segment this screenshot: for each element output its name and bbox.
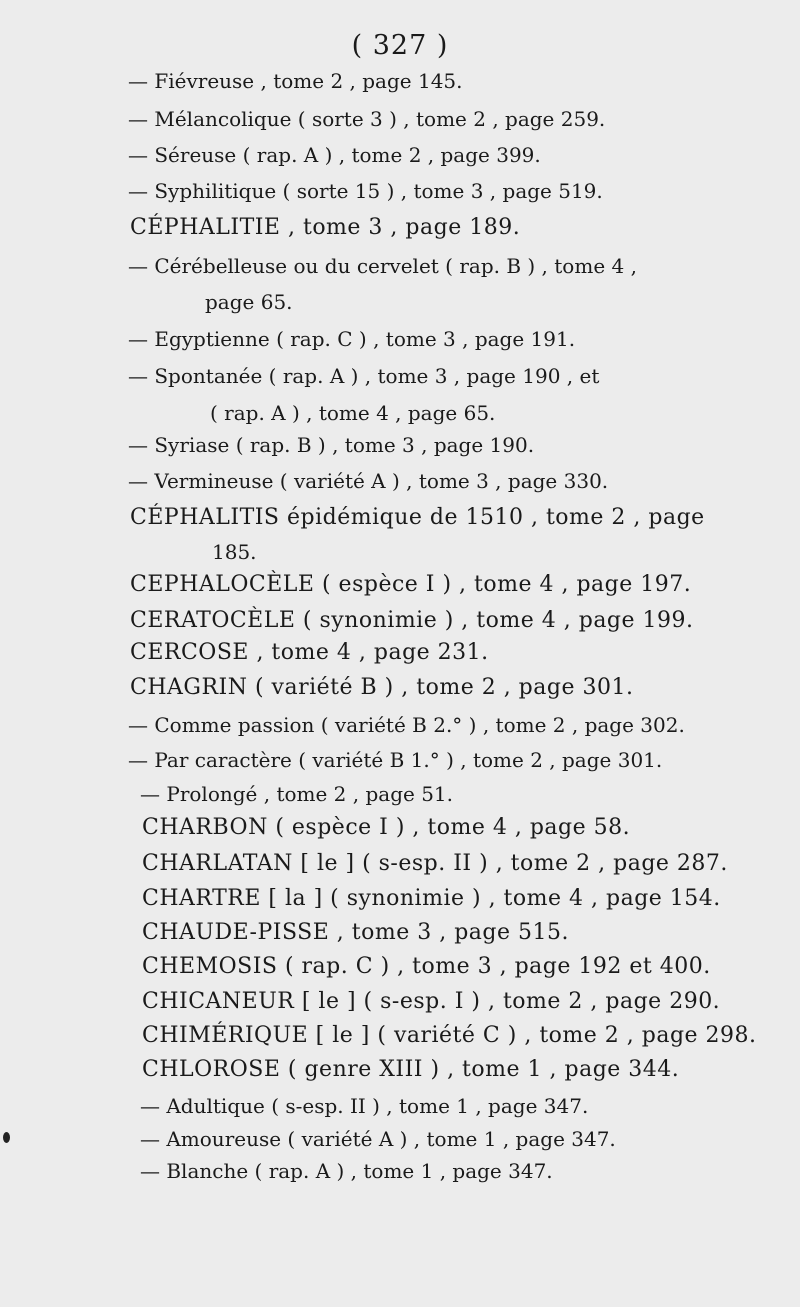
index-entry: CHEMOSIS ( rap. C ) , tome 3 , page 192 et 400. xyxy=(142,954,711,979)
index-subentry: — Blanche ( rap. A ) , tome 1 , page 347. xyxy=(140,1159,553,1183)
index-subentry: — Séreuse ( rap. A ) , tome 2 , page 399. xyxy=(128,143,541,167)
index-entry: CHICANEUR [ le ] ( s-esp. I ) , tome 2 , page 290. xyxy=(142,989,721,1014)
index-subentry: — Fiévreuse , tome 2 , page 145. xyxy=(128,69,463,93)
index-subentry: — Vermineuse ( variété A ) , tome 3 , page 330. xyxy=(128,469,609,493)
index-entry-continuation: 185. xyxy=(212,540,257,564)
index-subentry: — Cérébelleuse ou du cervelet ( rap. B ) , tome 4 , xyxy=(128,254,637,278)
index-subentry: — Spontanée ( rap. A ) , tome 3 , page 190 , et xyxy=(128,364,600,388)
index-entry: CERATOCÈLE ( synonimie ) , tome 4 , page 199. xyxy=(130,608,694,633)
index-entry: CÉPHALITIS épidémique de 1510 , tome 2 , page xyxy=(130,505,705,530)
index-entry-continuation: ( rap. A ) , tome 4 , page 65. xyxy=(210,401,496,425)
index-subentry: — Comme passion ( variété B 2.° ) , tome 2 , page 302. xyxy=(128,713,685,737)
index-subentry: — Syphilitique ( sorte 15 ) , tome 3 , page 519. xyxy=(128,179,603,203)
index-subentry: — Egyptienne ( rap. C ) , tome 3 , page 191. xyxy=(128,327,576,351)
index-entry: CEPHALOCÈLE ( espèce I ) , tome 4 , page 197. xyxy=(130,572,692,597)
margin-ink-dot xyxy=(3,1132,10,1143)
index-subentry: — Amoureuse ( variété A ) , tome 1 , page 347. xyxy=(140,1127,616,1151)
page-number: ( 327 ) xyxy=(351,30,449,61)
index-entry: CHARTRE [ la ] ( synonimie ) , tome 4 , page 154. xyxy=(142,886,721,911)
index-entry: CHARBON ( espèce I ) , tome 4 , page 58. xyxy=(142,815,631,840)
index-entry-continuation: page 65. xyxy=(205,290,293,314)
index-entry: CHAGRIN ( variété B ) , tome 2 , page 301. xyxy=(130,675,634,700)
index-subentry: — Par caractère ( variété B 1.° ) , tome 2 , page 301. xyxy=(128,748,663,772)
index-entry: CHLOROSE ( genre XIII ) , tome 1 , page 344. xyxy=(142,1057,680,1082)
index-entry: CHAUDE-PISSE , tome 3 , page 515. xyxy=(142,920,569,945)
index-subentry: — Mélancolique ( sorte 3 ) , tome 2 , page 259. xyxy=(128,107,606,131)
index-entry: CHARLATAN [ le ] ( s-esp. II ) , tome 2 , page 287. xyxy=(142,851,728,876)
index-entry: CÉPHALITIE , tome 3 , page 189. xyxy=(130,215,521,240)
index-subentry: — Syriase ( rap. B ) , tome 3 , page 190. xyxy=(128,433,535,457)
index-subentry: — Prolongé , tome 2 , page 51. xyxy=(140,782,454,806)
index-entry: CERCOSE , tome 4 , page 231. xyxy=(130,640,489,665)
index-entry: CHIMÉRIQUE [ le ] ( variété C ) , tome 2 , page 298. xyxy=(142,1023,757,1048)
index-subentry: — Adultique ( s-esp. II ) , tome 1 , page 347. xyxy=(140,1094,589,1118)
